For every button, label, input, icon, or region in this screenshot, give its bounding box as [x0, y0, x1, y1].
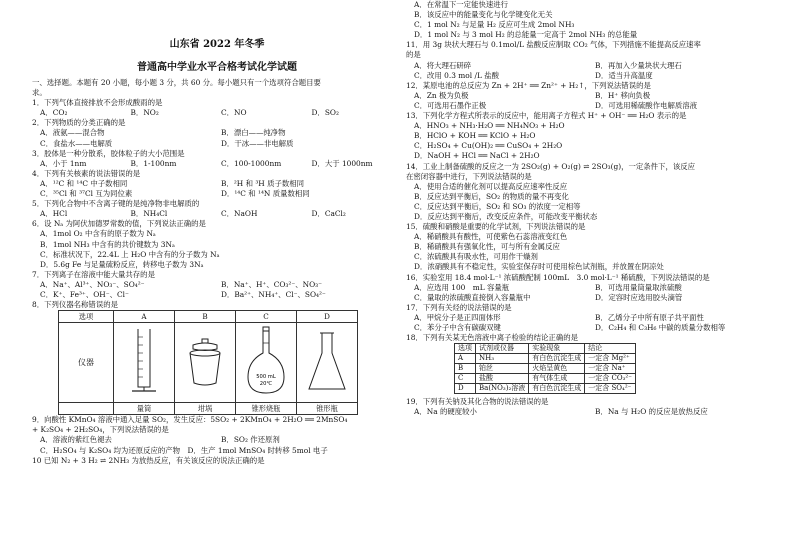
table-header-cell: D: [297, 311, 358, 323]
table-cell: NH₃: [476, 354, 529, 364]
table-cell: A: [455, 354, 476, 364]
option: D．Ba²⁺、NH₄⁺、Cl⁻、SO₄²⁻: [221, 289, 326, 299]
table-cell: 有白色沉淀生成: [529, 384, 585, 394]
option: A．小于 1nm: [40, 158, 87, 168]
question-17: 17．下列有关烃的说法错误的是: [406, 302, 512, 312]
option: D．可选用稀硫酸作电解质溶液: [595, 100, 698, 110]
question-14: 14．工业上制备硫酸的反应之一为 2SO₂(g) + O₂(g) ⇌ 2SO₃(g)，一定条件下，该反应: [406, 161, 696, 171]
table-row: [455, 384, 636, 394]
instructions: 一、选择题。本题有 20 小题，每小题 3 分，共 60 分。每小题只有一个选项符合题目要: [32, 78, 321, 87]
option: D．C₂H₄ 和 C₃H₆ 中碳的质量分数相等: [595, 323, 726, 332]
question-19: 19．下列有关钠及其化合物的说法错误的是: [406, 397, 549, 407]
table-cell: B: [455, 364, 476, 374]
table-row: [455, 374, 636, 384]
option: A．Na⁺、Al³⁺、NO₃⁻、SO₄²⁻: [40, 279, 145, 289]
question-5: 5．下列化合物中不含离子键的是纯净物非电解质的: [32, 199, 200, 209]
option: B．Na 与 H₂O 的反应是放热反应: [595, 407, 708, 417]
option: D．适当升高温度: [595, 70, 653, 80]
q12-options-row: [406, 91, 776, 101]
option: A．在常温下一定能快速进行: [414, 0, 509, 9]
q4-options-row: [32, 189, 402, 199]
q17-options-row: [406, 323, 776, 333]
option: A．溶液的紫红色褪去: [40, 435, 112, 445]
option: D．¹⁴C 和 ¹⁴N 质量数相同: [221, 189, 310, 199]
q16-options-row: [406, 283, 776, 293]
option: B．1-100nm: [130, 158, 177, 168]
option: B．再加入少量块状大理石: [595, 60, 682, 70]
option: C．100-1000nm: [221, 158, 282, 168]
table-header-cell: 选项: [59, 311, 114, 323]
option: D．1 mol N₂ 与 3 mol H₂ 的总能量一定高于 2mol NH₃ 的总能量: [414, 30, 638, 40]
exam-title: 普通高中学业水平合格考试化学试题: [137, 62, 297, 73]
option: B．可选用量筒量取浓硫酸: [595, 282, 682, 292]
apparatus-name: 锥形烧瓶: [236, 403, 297, 415]
option: A．1mol O₂ 中含有的原子数为 Nₐ: [40, 229, 156, 239]
option: D．定容时应选用胶头滴管: [595, 292, 683, 302]
option: D．干冰——非电解质: [221, 138, 294, 148]
q12-options-row: [406, 101, 776, 111]
option: C．标准状况下，22.4L 上 H₂O 中含有的分子数为 Nₐ: [40, 249, 220, 259]
option: B．NO₂: [130, 108, 159, 118]
option: A．HNO₃ + NH₃·H₂O ══ NH₄NO₃ + H₂O: [414, 121, 565, 131]
option: A．将大理石研碎: [414, 60, 472, 70]
option: B．H⁺ 移向负极: [595, 90, 651, 100]
question-14-cont: 在密闭容器中进行，下列说法错误的是: [406, 171, 532, 181]
option: A．Zn 极为负极: [414, 90, 469, 100]
option: A．使用合适的催化剂可以提高反应速率性反应: [414, 181, 568, 191]
apparatus-name: 锥形瓶: [297, 403, 358, 415]
option: B．该反应中的能量变化与化学键变化无关: [414, 10, 553, 20]
question-8: 8．下列仪器名称错误的是: [32, 300, 119, 310]
table-header-cell: C: [236, 311, 297, 323]
option: C．浓硫酸具有吸水性，可用作干燥剂: [414, 252, 538, 262]
question-10: 10 已知 N₂ + 3 H₂ ⇌ 2NH₃ 为放热反应，有关该反应的说法正确的是: [32, 455, 265, 465]
option: A．Na 的硬度较小: [414, 407, 477, 417]
option: B．漂白——纯净物: [221, 128, 286, 138]
table-cell: [59, 403, 114, 415]
conical-flask-image: [297, 323, 358, 403]
option: A．HCl: [40, 209, 68, 219]
table-row: [455, 354, 636, 364]
option: C．H₂SO₄ 与 K₂SO₄ 均为还原反应的产物 D．生产 1mol MnSO₄ 时转移 5mol 电子: [40, 445, 328, 455]
row-label: 仪器: [59, 323, 114, 403]
table-header-cell: B: [175, 311, 236, 323]
option: C．苯分子中含有碳碳双键: [414, 323, 501, 332]
option: D．NaOH + HCl ══ NaCl + 2H₂O: [414, 151, 540, 161]
option: B．乙烯分子中所有原子共平面性: [595, 312, 704, 322]
volumetric-flask-image: [236, 323, 297, 403]
question-2: 2．下列物质的分类正确的是: [32, 118, 126, 128]
question-15: 15．硫酸和硝酸是重要的化学试剂，下列说法错误的是: [406, 222, 586, 232]
option: C．NaOH: [221, 209, 258, 219]
apparatus-name: 量筒: [114, 403, 175, 415]
q7-options-row: [32, 280, 402, 290]
q11-options-row: [406, 71, 776, 81]
q9-options-row: [32, 435, 402, 445]
q4-options-row: [32, 179, 402, 189]
table-cell: 有白色沉淀生成: [529, 354, 585, 364]
option: D．浓硝酸具有不稳定性，实验室保存时可使用棕色试剂瓶，并放置在阴凉处: [414, 262, 664, 272]
option: B．反应达到平衡后，SO₂ 的物质的量不再变化: [414, 191, 569, 201]
option: C．改用 0.3 mol /L 盐酸: [414, 70, 499, 80]
q7-options-row: [32, 290, 402, 300]
table-cell: C: [455, 374, 476, 384]
apparatus-name: 坩埚: [175, 403, 236, 415]
option: C．反应达到平衡后，SO₂ 和 SO₃ 的浓度一定相等: [414, 201, 581, 211]
instructions-cont: 求。: [32, 88, 47, 98]
question-7: 7．下列离子在溶液中能大量共存的是: [32, 269, 155, 279]
question-12: 12．某原电池的总反应为 Zn + 2H⁺ ══ Zn²⁺ + H₂↑，下列说法错误的是: [406, 80, 651, 90]
table-cell: 有气体生成: [529, 374, 585, 384]
flask-volume-label: 500 mL: [256, 374, 276, 381]
question-9: 9．向酸性 KMnO₄ 溶液中通入足量 SO₂，发生反应：5SO₂ + 2KMnO₄ + 2H₂O ══ 2MnSO₄: [32, 415, 348, 425]
option: B．HClO + KOH ══ KClO + H₂O: [414, 131, 536, 141]
option: B．NH₄Cl: [130, 209, 168, 219]
option: B．Na⁺、H⁺、CO₃²⁻、NO₃⁻: [221, 279, 323, 289]
ion-test-table: [454, 343, 636, 394]
option: C．量取的浓硫酸直接倒入容量瓶中: [414, 292, 531, 302]
option: C．³⁵Cl 和 ³⁷Cl 互为同位素: [40, 189, 133, 199]
option: A．稀硝酸具有酸性，可使紫色石蕊溶液变红色: [414, 232, 568, 242]
q2-options-row: [32, 128, 402, 138]
flask-temp-label: 20℃: [259, 381, 273, 388]
q11-options-row: [406, 61, 776, 71]
table-cell: Ba(NO₃)₂溶液: [476, 384, 529, 394]
option: B．SO₂ 作还原剂: [221, 435, 280, 445]
table-cell: D: [455, 384, 476, 394]
right-column: [406, 0, 776, 417]
option: A．甲烷分子是正四面体形: [414, 312, 501, 322]
question-9-cont: + K₂SO₄ + 2H₂SO₄，下列说法错误的是: [32, 425, 169, 435]
table-cell: 盐酸: [476, 374, 529, 384]
question-3: 3．胶体是一种分散系，胶体粒子的大小范围是: [32, 148, 185, 158]
option: A．CO₂: [40, 108, 68, 118]
question-13: 13．下列化学方程式所表示的反应中，能用离子方程式 H⁺ + OH⁻ ══ H₂O 表示的是: [406, 111, 687, 121]
option: D．SO₂: [311, 108, 339, 118]
option: D．大于 1000nm: [311, 158, 373, 168]
q17-options-row: [406, 313, 776, 323]
option: C．H₂SO₄ + Cu(OH)₂ ══ CuSO₄ + 2H₂O: [414, 141, 563, 151]
question-16: 16．实验室用 18.4 mol·L⁻¹ 浓硫酸配制 100mL 3.0 mol·L⁻¹ 稀硫酸，下列说法错误的是: [406, 272, 710, 282]
table-cell: 一定含 Mg²⁺: [585, 354, 636, 364]
q19-options-row: [406, 407, 776, 417]
option: B．稀硝酸具有强氧化性，可与所有金属反应: [414, 242, 560, 252]
table-cell: 一定含 Na⁺: [585, 364, 636, 374]
table-cell: 火焰呈黄色: [529, 364, 585, 374]
apparatus-table: [58, 310, 358, 415]
option: C．食盐水——电解质: [40, 138, 113, 148]
question-11: 11．用 3g 块状大理石与 0.1mol/L 盐酸反应制取 CO₂ 气体，下列措施不能提高反应速率: [406, 40, 701, 50]
option: C．NO: [221, 108, 247, 118]
q2-options-row: [32, 139, 402, 149]
option: D．反应达到平衡后，改变反应条件，可能改变平衡状态: [414, 211, 598, 221]
option: C．1 mol N₂ 与足量 H₂ 反应可生成 2mol NH₃: [414, 20, 575, 30]
left-column: [32, 0, 402, 466]
option: C．K⁺、Fe³⁺、OH⁻、Cl⁻: [40, 289, 129, 299]
q3-options: [32, 159, 402, 169]
table-cell: 一定含 CO₃²⁻: [585, 374, 636, 384]
table-cell: 铂丝: [476, 364, 529, 374]
option: C．可选用石墨作正极: [414, 100, 487, 110]
option: B．1mol NH₃ 中含有的共价键数为 3Nₐ: [40, 239, 175, 249]
table-header-cell: 试剂或仪器: [476, 344, 529, 354]
q16-options-row: [406, 293, 776, 303]
table-header-row: [455, 344, 636, 354]
q5-options: [32, 209, 402, 219]
table-cell: 一定含 SO₄²⁻: [585, 384, 636, 394]
question-1: 1．下列气体直接排放不会形成酸雨的是: [32, 98, 163, 108]
graduated-cylinder-image: [114, 323, 175, 403]
question-6: 6．设 Nₐ 为阿伏加德罗常数的值，下列说法正确的是: [32, 219, 206, 229]
table-header-cell: A: [114, 311, 175, 323]
table-header-cell: 实验现象: [529, 344, 585, 354]
question-4: 4．下列有关核素的说法错误的是: [32, 168, 141, 178]
option: A．¹²C 和 ¹⁴C 中子数相同: [40, 178, 128, 188]
table-row: [455, 364, 636, 374]
q1-options: [32, 108, 402, 118]
option: D．CaCl₂: [311, 209, 346, 219]
question-11-cont: 的是: [406, 50, 421, 60]
table-header-cell: 结论: [585, 344, 636, 354]
table-header-cell: 选项: [455, 344, 476, 354]
crucible-image: [175, 323, 236, 403]
option: A．液氨——混合物: [40, 128, 105, 138]
question-18: 18．下列有关某无色溶液中离子检验的结论正确的是: [406, 333, 579, 343]
option: D．5.6g Fe 与足量硫粉反应，转移电子数为 3Nₐ: [40, 259, 204, 269]
option: B．²H 和 ³H 质子数相同: [221, 178, 305, 188]
option: A．应选用 100 mL 容量瓶: [414, 282, 510, 292]
exam-province-title: 山东省 2022 年冬季: [169, 39, 265, 50]
